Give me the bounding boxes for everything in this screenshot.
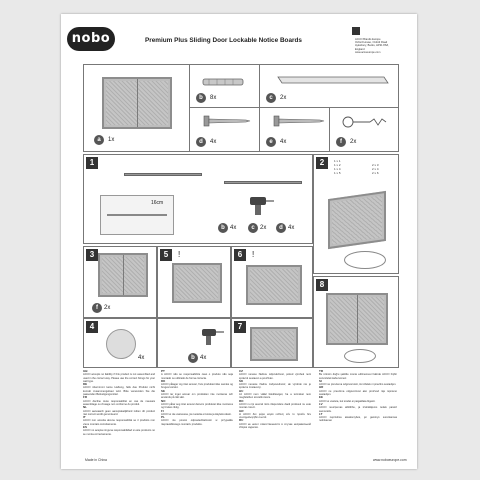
door-divider: [137, 79, 138, 127]
address-line: www.accoeurope.com: [355, 50, 381, 54]
lang-text: ACCO nenese žádnou odpovědnost, pokud výrobek není správně sestaven a používán.: [239, 373, 311, 380]
lang-text: Az ACCO nem vállal felelősséget, ha a terméket nem megfelelően szerelik össze.: [239, 393, 311, 400]
step-5b-panel: [157, 318, 231, 368]
board-glass: [250, 269, 298, 301]
step-7-panel: [231, 318, 313, 368]
lang-code: RO: [239, 398, 244, 403]
lang-code: FI: [161, 408, 164, 413]
part-qty-f: 2x: [350, 139, 357, 145]
board-illustration: [246, 265, 302, 305]
size-unit: 1 x 1: [334, 159, 341, 163]
lang-code: SK: [239, 378, 244, 383]
part-letter-c: c: [248, 223, 258, 233]
step-number: 7: [234, 321, 246, 333]
separator: [329, 107, 330, 151]
lang-code: GR: [239, 408, 244, 413]
board-glass: [176, 267, 218, 299]
part-qty-c: 2x: [280, 95, 287, 101]
lang-code: IT: [83, 415, 86, 420]
wall-rail-icon: [274, 71, 392, 91]
lang-text: ACCO не несет ответственности в случае неправильной сборки изделия.: [239, 422, 311, 430]
size-chart: [334, 159, 396, 175]
instruction-sheet: [61, 14, 417, 469]
lang-code: SE: [161, 388, 166, 393]
screw-icon: [202, 113, 252, 129]
hand-illustration: [106, 329, 136, 359]
lang-code: ES: [83, 425, 88, 430]
lang-text: ACCO neuzņemas atbildību, ja izstrādājums netiek pareizi samontēts.: [319, 406, 397, 413]
lang-code: RU: [239, 418, 244, 423]
step-6-panel: [231, 246, 313, 318]
text-column-3: [239, 370, 311, 429]
size-label: 1 x 2: [334, 163, 341, 167]
lang-text: ACCO ei ole vastuussa, jos tuotetta ei koota ja käytetä oikein.: [161, 412, 232, 416]
lang-text: ACCO accepts no liability if this product is not assembled and used in the correct way. Please use the correct fixings for your wall type.: [83, 373, 155, 383]
company-address: [355, 38, 413, 54]
lang-text: ACCO nu îşi asumă nicio răspundere dacă produsul nu este montat corect.: [239, 402, 311, 410]
drill-icon: [246, 193, 276, 217]
part-qty-a: 1x: [108, 137, 115, 143]
text-column-1: [83, 370, 155, 436]
key-detail: [344, 349, 376, 363]
lang-code: EE: [319, 395, 324, 400]
step-number: 8: [316, 279, 328, 291]
wall-detail-illustration: [100, 195, 174, 235]
part-qty-d: 4x: [288, 225, 295, 231]
lang-code: DK: [161, 378, 166, 383]
lang-code: SI: [319, 378, 322, 383]
lang-code: HR: [319, 385, 324, 390]
separator: [189, 107, 398, 108]
part-letter-d: d: [196, 137, 206, 147]
lang-code: LT: [319, 411, 323, 416]
door-divider: [123, 255, 124, 295]
lang-text: ACCO nenesie žiadnu zodpovednosť, ak výrobok nie je správne zostavený.: [239, 383, 311, 390]
lang-text: ACCO décline toute responsabilité en cas de mauvais assemblage ou d'usage non conforme du produit.: [83, 399, 155, 406]
step-5-panel: [157, 246, 231, 318]
board-glass: [332, 195, 382, 244]
size-label: 2 x 4: [372, 167, 379, 171]
part-letter-f: f: [336, 137, 346, 147]
board-illustration: [98, 253, 148, 297]
lang-text: ACCO neprisiima atsakomybės, jei gaminys surenkamas netinkamai.: [319, 416, 397, 423]
page-title: Premium Plus Sliding Door Lockable Notice Boards: [145, 37, 302, 44]
address-line: England: [355, 47, 365, 51]
part-letter-b: b: [218, 223, 228, 233]
door-divider: [357, 295, 358, 343]
step-number: 3: [86, 249, 98, 261]
lang-code: HU: [239, 388, 244, 393]
rail-illustration: [224, 181, 302, 184]
part-qty-b: 4x: [230, 225, 237, 231]
part-letter-b: b: [196, 93, 206, 103]
separator: [259, 65, 260, 151]
step-number: 4: [86, 321, 98, 333]
board-glass: [254, 331, 294, 357]
separator: [189, 65, 190, 151]
size-label: 2 x 3: [372, 163, 379, 167]
board-illustration: [326, 293, 388, 345]
text-column-2: [161, 370, 233, 426]
part-letter-a: a: [94, 135, 104, 145]
key-icon: [340, 113, 392, 131]
lang-text: ACCO ne preuzima odgovornost ako proizvod nije ispravno sastavljen.: [319, 389, 397, 397]
lang-text: Η ACCO δεν φέρει καμία ευθύνη εάν το προϊόν δεν συναρμολογηθεί σωστά.: [239, 412, 311, 420]
part-qty-b: 8x: [210, 95, 217, 101]
made-in-label: Made in China: [85, 458, 107, 462]
lang-text: Bu ürünün doğru şekilde monte edilmemesi halinde ACCO hiçbir sorumluluk kabul etmez.: [319, 373, 397, 380]
lang-code: CZ: [239, 369, 243, 373]
step-number: 6: [234, 249, 246, 261]
lang-code: FR: [83, 395, 87, 400]
lang-code: DE: [83, 382, 88, 387]
lang-code: LV: [319, 401, 323, 406]
size-label: 2 x 6: [372, 171, 379, 175]
lang-code: TR: [319, 369, 323, 373]
drill-icon: [198, 325, 226, 347]
step-1-panel: [83, 154, 313, 244]
lang-text: ACCO tar inget ansvar om produkten inte monteras och används på rätt sätt.: [161, 393, 233, 400]
warning-icon: !: [178, 250, 181, 259]
lang-code: NO: [161, 398, 166, 403]
text-column-4: [319, 370, 397, 423]
board-illustration: [328, 191, 386, 249]
step-2-panel: [313, 154, 399, 274]
part-letter-b: b: [188, 353, 198, 363]
measure-label: 16cm: [151, 200, 164, 206]
part-qty-d: 4x: [210, 139, 217, 145]
size-label: 1 x 4: [334, 167, 341, 171]
step-number: 1: [86, 157, 98, 169]
wall-line: [107, 214, 167, 216]
contents-panel: [83, 64, 399, 152]
part-qty-e: 4x: [280, 139, 287, 145]
part-letter-e: e: [266, 137, 276, 147]
lang-text: ACCO ne prevzema odgovornosti, če izdelek ni pravilno sestavljen.: [319, 383, 397, 387]
lang-text: ACCO no acepta ninguna responsabilidad si este producto no se monta correctamente.: [83, 429, 155, 436]
step-8-panel: [313, 276, 399, 368]
lang-text: A ACCO não se responsabiliza caso o produto não seja montado ou utilizado de forma correcta.: [161, 373, 233, 380]
lang-text: ACCO påtager sig intet ansvar, hvis produktet ikke samles og bruges korrekt.: [161, 383, 233, 390]
website-link[interactable]: www.noboeurope.com: [373, 458, 407, 462]
part-qty: 4x: [138, 355, 145, 361]
part-qty-b: 4x: [200, 355, 207, 361]
lang-text: ACCO ei vastuta, kui toodet ei paigaldata õigesti.: [319, 399, 376, 403]
rail-illustration: [124, 173, 202, 176]
board-illustration: [172, 263, 222, 303]
nobo-logo: nobo: [67, 27, 115, 51]
lang-text: ACCO übernimmt keine Haftung, falls das Produkt nicht korrekt zusammengebaut wird. Bitte verwenden Sie die passenden Befestigungsmittel.: [83, 386, 155, 397]
step-number: 2: [316, 157, 328, 169]
part-qty-c: 2x: [260, 225, 267, 231]
step-4-panel: [83, 318, 157, 368]
lang-text: ACCO påtar seg intet ansvar dersom produktet ikke monteres og brukes riktig.: [161, 402, 233, 410]
lang-code: PT: [161, 369, 165, 373]
lang-code: NL: [83, 405, 87, 410]
lang-code: GB: [83, 369, 88, 373]
part-qty-f: 2x: [104, 305, 111, 311]
bolt-icon: [272, 113, 326, 129]
acco-mark-icon: [352, 27, 360, 35]
wall-plug-icon: [199, 73, 251, 91]
size-label: 1 x 5: [334, 171, 341, 175]
size-chart-2: [372, 163, 379, 175]
address-line: Aylesbury, Bucks, HP21 8SZ,: [355, 44, 389, 48]
part-letter-d: d: [276, 223, 286, 233]
bracket-detail: [344, 251, 386, 269]
lang-text: ACCO nie ponosi odpowiedzialności w przypadku nieprawidłowego montażu produktu.: [161, 419, 233, 426]
board-illustration: [250, 327, 298, 361]
step-number: 5: [160, 249, 172, 261]
board-illustration: [102, 77, 172, 129]
address-line: ACCO Brands Europe: [355, 38, 381, 41]
address-line: Oxford House, Oxford Road: [355, 41, 388, 45]
warning-icon: !: [252, 250, 255, 259]
lang-text: ACCO non accetta alcuna responsabilità se il prodotto non viene montato correttamente.: [83, 419, 155, 426]
step-3-panel: [83, 246, 157, 318]
part-letter-f: f: [92, 303, 102, 313]
lang-text: ACCO aanvaardt geen aansprakelijkheid indien dit product niet correct wordt gemonteerd.: [83, 409, 155, 416]
part-letter-c: c: [266, 93, 276, 103]
lang-code: PL: [161, 415, 165, 420]
